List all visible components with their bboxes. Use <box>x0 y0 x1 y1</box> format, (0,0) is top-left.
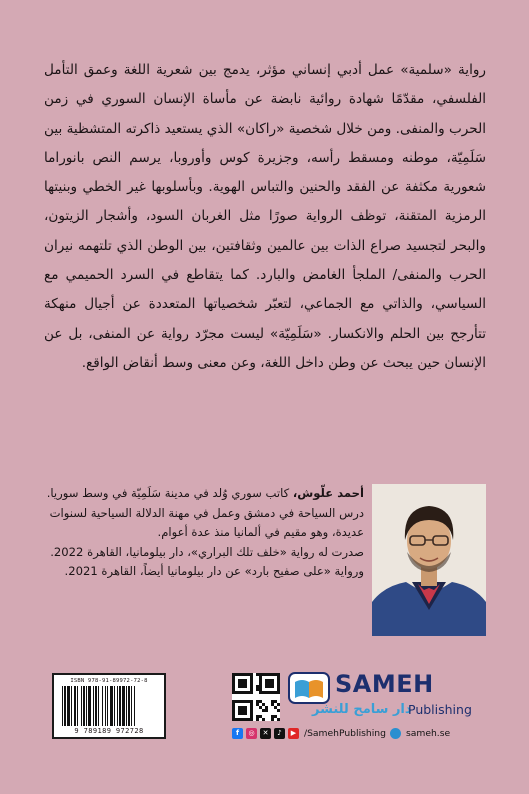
blurb-paragraph: رواية «سلمية» عمل أدبي إنساني مؤثر، يدمج بين شعرية اللغة وعمق التأمل الفلسفي، مقدّمًا شهادة روائية نابضة عن مأساة الإنسان السوري في زمن الحرب والمنفى. ومن خلال شخصية «راكان» الذي يستعيد ذاكرته المتشظية بين سَلَمِيّة، موطنه ومسقط رأسه، وجزيرة كوس وأوروبا، يرسم النص بانوراما شعورية مكثفة عن الفقد والحنين والتباس الهوية. وبأسلوبها غير الخطي وبنيتها الرمزية المتقنة، توظف الرواية صورًا مثل الغربان السود، وأشجار الزيتون، والبحر لتجسيد صراع الذات بين عالمين وثقافتين، بين الوطن الذي تلتهمه نيران الحرب والمنفى/ الملجأ الغامض والبارد. كما يتقاطع في السرد الحميمي مع السياسي، والذاتي مع الجماعي، لتعبّر شخصياتها المتعددة عن أجيال منهكة تتأرجح بين الحلم والانكسار. «سَلَمِيّة» ليست مجرّد رواية عن المنفى، بل عن الإنسان حين يبحث عن وطن داخل اللغة، وعن معنى وسط أنقاض الواقع. <box>44 62 486 371</box>
author-bio-line-2: صدرت له رواية «خلف تلك البراري»، دار بيلومانيا، القاهرة 2022. ورواية «على صفيح بارد» عن دار بيلومانيا أيضاً، القاهرة 2021. <box>50 544 364 579</box>
author-bio-paragraph-1 <box>44 484 364 543</box>
author-name: أحمد علّوش، <box>292 486 364 500</box>
publisher-subtitle: Publishing <box>408 702 472 717</box>
website-link[interactable]: sameh.se <box>405 727 451 739</box>
barcode-bars <box>62 686 156 726</box>
social-links <box>232 726 472 740</box>
instagram-icon[interactable]: ◎ <box>246 728 257 739</box>
qr-code-icon <box>232 673 280 721</box>
open-book-icon <box>288 672 330 704</box>
author-section <box>44 484 486 636</box>
ean-digits: 9 789189 972728 <box>74 727 144 735</box>
isbn-text: ISBN 978-91-89972-72-8 <box>70 678 148 684</box>
youtube-icon[interactable]: ▶ <box>288 728 299 739</box>
publisher-name-ar: دار سامح للنشر <box>312 702 412 717</box>
isbn-barcode <box>52 673 166 739</box>
author-bio-line-1: كاتب سوري وُلد في مدينة سَلَمِيّة في وسط سوريا. درس السياحة في دمشق وعمل في مهنة الدلالة السياحية لسنوات عديدة، وهو مقيم في ألمانيا منذ عدة أعوام. <box>46 486 364 540</box>
globe-icon <box>390 728 401 739</box>
publisher-name-en: SAMEH <box>335 670 434 698</box>
tiktok-icon[interactable]: ♪ <box>274 728 285 739</box>
back-cover-blurb <box>44 56 486 378</box>
author-bio <box>44 484 364 582</box>
author-photo <box>372 484 486 636</box>
x-icon[interactable]: ✕ <box>260 728 271 739</box>
publisher-logo <box>288 670 472 722</box>
social-handle[interactable]: /SamehPublishing <box>304 727 386 739</box>
author-portrait-image <box>372 484 486 636</box>
facebook-icon[interactable]: f <box>232 728 243 739</box>
